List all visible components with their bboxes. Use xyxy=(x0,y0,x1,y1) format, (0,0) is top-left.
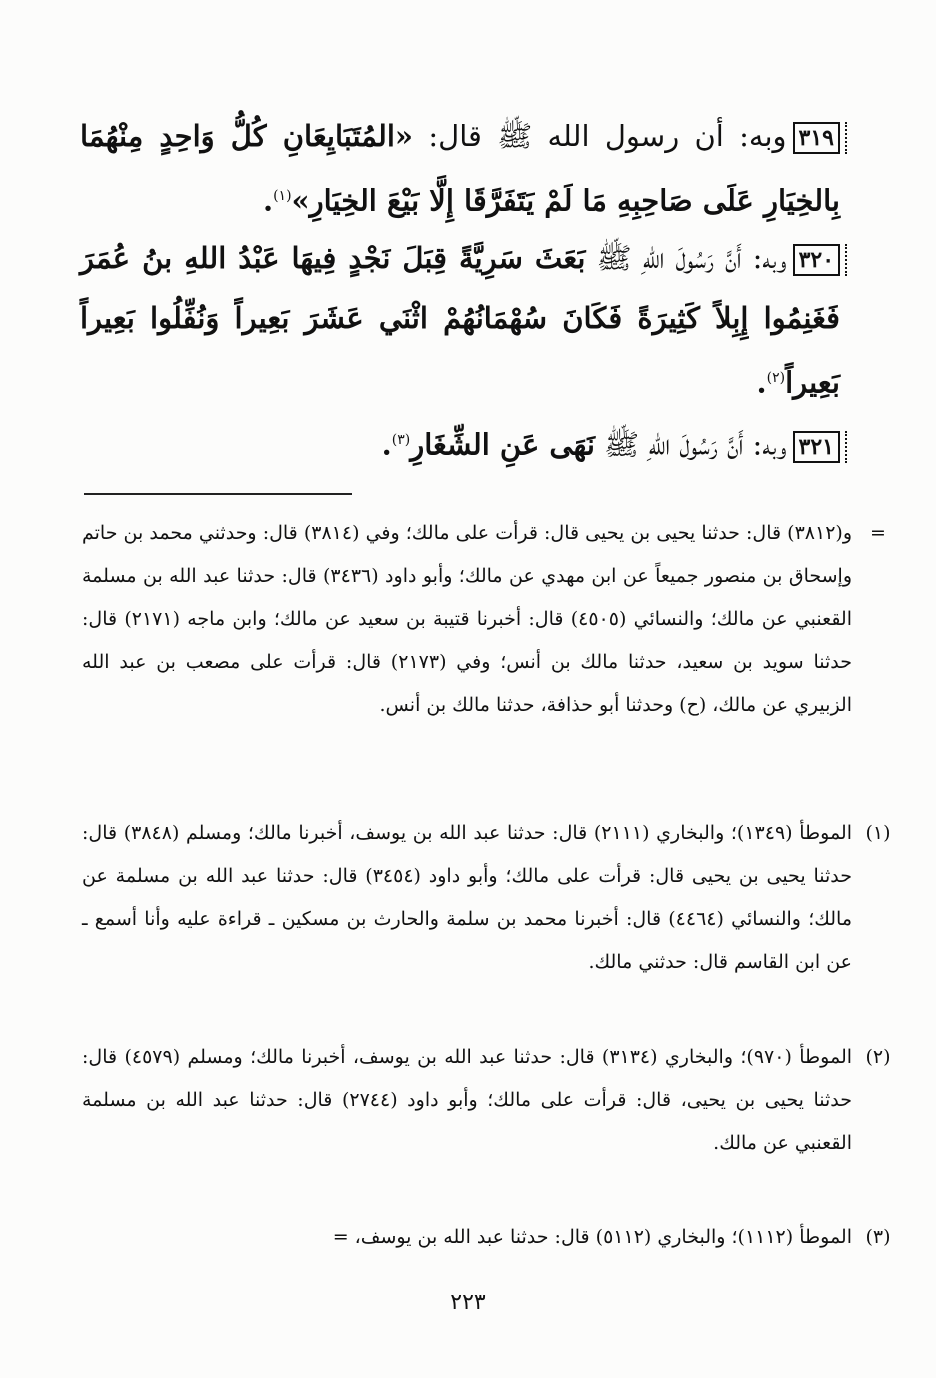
hadith-end: . xyxy=(262,183,274,218)
hadith-number-box: ٣٢٠ xyxy=(793,244,840,276)
hadith-321 xyxy=(80,410,840,475)
hadith-text: «المُتَبَايِعَانِ كُلُّ وَاحِدٍ مِنْهُمَا بِالخِيَارِ عَلَى صَاحِبِهِ مَا لَمْ يَتَفَرَّقَا إِلَّا بَيْعَ الخِيَارِ» xyxy=(80,119,840,218)
hadith-intro: وبه: أن رسول الله ﷺ قال: xyxy=(413,119,787,153)
footnote-ref: (١) xyxy=(273,188,292,204)
footnote-text: الموطأ (١١١٢)؛ والبخاري (٥١١٢) قال: حدثنا عبد الله بن يوسف، = xyxy=(332,1226,852,1248)
footnote-ref: (٢) xyxy=(766,370,786,386)
hadith-320 xyxy=(80,228,840,413)
hadith-end: . xyxy=(756,365,767,400)
footnote-marker: (٣) xyxy=(865,1226,891,1248)
hadith-319 xyxy=(80,106,840,231)
footnote-separator xyxy=(84,493,352,495)
footnote-2 xyxy=(82,1036,891,1165)
footnote-text: و(٣٨١٢) قال: حدثنا يحيى بن يحيى قال: قرأت على مالك؛ وفي (٣٨١٤) قال: وحدثني محمد بن حاتم وإسحاق بن منصور جميعاً عن ابن مهدي عن مالك؛ وأبو داود (٣٤٣٦) قال: حدثنا عبد الله بن مسلمة القعنبي عن مالك؛ والنسائي (٤٥٠٥) قال: أخبرنا قتيبة بن سعيد عن مالك؛ وابن ماجه (٢١٧١) قال: حدثنا سويد بن سعيد، حدثنا مالك بن أنس؛ وفي (٢١٧٣) قال: قرأت على مصعب بن عبد الله الزبيري عن مالك، (ح) وحدثنا أبو حذافة، حدثنا مالك بن أنس. xyxy=(82,522,853,716)
hadith-number-box: ٣١٩ xyxy=(793,122,840,154)
hadith-intro: وبه: أَنَّ رَسُولَ اللهِ ﷺ xyxy=(594,427,787,462)
hadith-text: نَهَى عَنِ الشِّغَارِ xyxy=(410,427,595,462)
footnote-ref: (٣) xyxy=(391,432,411,448)
hadith-end: . xyxy=(381,427,392,462)
footnote-continuation xyxy=(82,512,886,727)
footnote-marker: = xyxy=(870,522,886,544)
footnote-marker: (١) xyxy=(865,822,891,844)
footnote-marker: (٢) xyxy=(865,1046,891,1068)
footnote-3 xyxy=(82,1216,891,1259)
footnote-text: الموطأ (٩٧٠)؛ والبخاري (٣١٣٤) قال: حدثنا عبد الله بن يوسف، أخبرنا مالك؛ ومسلم (٤٥٧٩) قال: حدثنا يحيى بن يحيى، قال: قرأت على مالك؛ وأبو داود (٢٧٤٤) قال: حدثنا عبد الله بن مسلمة القعنبي عن مالك. xyxy=(82,1046,853,1154)
hadith-number-box: ٣٢١ xyxy=(793,431,840,463)
footnote-1 xyxy=(82,812,891,984)
footnote-text: الموطأ (١٣٤٩)؛ والبخاري (٢١١١) قال: حدثنا عبد الله بن يوسف، أخبرنا مالك؛ ومسلم (٣٨٤٨) قال: حدثنا يحيى بن يحيى قال: قرأت على مالك؛ وأبو داود (٣٤٥٤) قال: حدثنا عبد الله بن مسلمة عن مالك؛ والنسائي (٤٤٦٤) قال: أخبرنا محمد بن سلمة والحارث بن مسكين ـ قراءة عليه وأنا أسمع ـ عن ابن القاسم قال: حدثني مالك. xyxy=(82,822,853,973)
page-number: ٢٢٣ xyxy=(450,1290,486,1315)
hadith-text: بَعَثَ سَرِيَّةً قِبَلَ نَجْدٍ فِيهَا عَبْدُ اللهِ بنُ عُمَرَ فَغَنِمُوا إِبِلاً كَثِيرَةً فَكَانَ سُهْمَانُهُمْ اثْنَي عَشَرَ بَعِيراً وَنُفِّلُوا بَعِيراً بَعِيراً xyxy=(80,241,840,400)
hadith-intro: وبه: أَنَّ رَسُولَ اللهِ ﷺ xyxy=(585,241,787,275)
